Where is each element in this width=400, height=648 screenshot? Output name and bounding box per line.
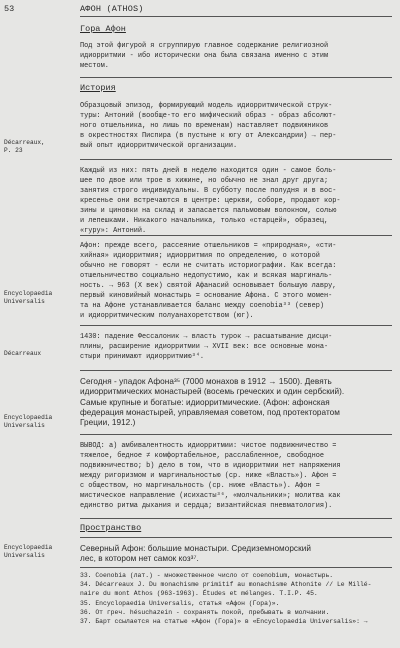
text-line: хийная» идиорритмия; идиорритмия по определению, о которой xyxy=(80,252,320,260)
section-rule xyxy=(80,77,392,78)
text-line: тяжелое, бедное ≠ комфортабельное, расслабленное, свободное xyxy=(80,452,324,460)
footnotes xyxy=(80,571,396,626)
text-line: и лепешками. Никакого начальника, только «старцей», образец, xyxy=(80,217,329,225)
text-line: отшельничество социально недопустимо, как и всякая маргиналь- xyxy=(80,272,333,280)
text-line: и идиорритмическим полуанахоретством (юг). xyxy=(80,312,254,320)
text-line: Образцовый эпизод, формирующий модель идиорритмической струк- xyxy=(80,102,333,110)
text-line: единство ритма дыхания и сердца; византийская пневматология). xyxy=(80,502,333,510)
text-line: лес, в котором нет самок коз³⁷. xyxy=(80,554,199,564)
footnote-36: 36. От греч. hésuchazein - сохранять покой, пребывать в молчании. xyxy=(80,608,330,616)
paragraph-antony xyxy=(80,101,394,151)
margin-note-encyclopaedia xyxy=(4,544,52,559)
text-line: туры: Антоний (вообще-то его мифический образ - образ абсолют- xyxy=(80,112,337,120)
footnote-33: 33. Coenobia (лат.) - множественное число от coenobium, монастырь. xyxy=(80,572,334,579)
text-line: плины, расширение идиорритмии → XVII век: все основные мона- xyxy=(80,343,329,351)
footnote-37: 37. Барт ссылается на статью «Афон (Гора)» в «Encyclopaedia Universalis»: → xyxy=(80,618,368,626)
margin-note-line: Universalis xyxy=(4,551,45,559)
text-line: ность. → 963 (X век) святой Афанасий основывает большую лавру, xyxy=(80,282,337,290)
section-heading-gora-afon: Гора Афон xyxy=(80,24,126,34)
section-heading-istoriya: История xyxy=(80,83,116,93)
paragraph-1430 xyxy=(80,332,394,362)
text-line: зины и циновки на склад и запасается пальмовым волокном, солью xyxy=(80,207,337,215)
section-rule xyxy=(80,537,392,538)
text-line: Греции, 1912.) xyxy=(80,418,136,428)
text-line: первый киновийный монастырь = основание Афона. С этого момен- xyxy=(80,292,333,300)
margin-note-line: Encyclopaedia xyxy=(4,544,53,551)
text-line: та на Афоне устанавливается баланс между coenobia³³ (север) xyxy=(80,302,324,310)
section-rule xyxy=(80,235,392,236)
section-rule xyxy=(80,434,392,435)
text-line: местом. xyxy=(80,62,109,70)
text-line: Сегодня - упадок Афона³⁵ (7000 монахов в 1912 → 1500). Девять xyxy=(80,377,332,386)
margin-note-decarreaux xyxy=(4,139,45,154)
margin-note-line: Encyclopaedia xyxy=(4,414,53,421)
header-rule xyxy=(80,16,392,17)
text-line: «гуру»: Антоний. xyxy=(80,227,147,235)
text-line: федерация монастырей, управляемая советом, под протекторатом xyxy=(80,407,340,417)
text-line: стыри принимают идиорритмию³⁴. xyxy=(80,353,205,361)
text-line: с обществом, но маргинальность (ср. ниже «Власть»). Афон = xyxy=(80,482,320,490)
margin-note-line: Décarreaux xyxy=(4,350,42,357)
paragraph-intro xyxy=(80,41,394,71)
paragraph-hermits xyxy=(80,166,394,236)
text-line: в окрестностях Писпира (в пустыне к югу от Александрии) → пер- xyxy=(80,132,337,140)
text-line: кресенье они встречаются в центре: церкви, соборе, продают кор- xyxy=(80,197,341,205)
running-header: АФОН (ATHOS) xyxy=(80,4,144,14)
text-line: 1430: падение Фессалоник → власть турок → расшатывание дисци- xyxy=(80,333,333,341)
margin-note-line: Universalis xyxy=(4,297,45,305)
margin-note-line: Encyclopaedia xyxy=(4,290,53,297)
text-line: Самые крупные и богатые: идиорритмические. (Афон: афонская xyxy=(80,397,330,407)
section-heading-prostranstvo: Пространство xyxy=(80,523,142,533)
text-line: обычно не говорят - если не считать историографии. Как всегда: xyxy=(80,262,337,270)
page-number: 53 xyxy=(4,4,15,14)
text-line: идиорритмических монастырей (восемь греческих и один сербский). xyxy=(80,387,345,397)
text-line: Под этой фигурой я сгруппирую главное содержание религиозной xyxy=(80,42,329,50)
paragraph-today xyxy=(80,377,394,428)
text-line: между ригоризмом и маргинальностью (ср. ниже «Власть»). Афон = xyxy=(80,472,337,480)
margin-note-encyclopaedia xyxy=(4,414,52,429)
text-line: подвижничество; b) дело в том, что в идиорритмии нет напряжения xyxy=(80,462,341,470)
section-rule xyxy=(80,370,392,371)
margin-note-decarreaux xyxy=(4,350,41,358)
footnote-34-cont: naire du mont Athos (963-1963). Études et mélanges. T.I.P. 45. xyxy=(80,590,318,598)
margin-note-line: P. 23 xyxy=(4,146,23,154)
footnote-34: 34. Décarreaux J. Du monachisme primitif au monachisme Athonite // Le Millé- xyxy=(80,581,372,589)
text-line: вый опыт идиорритмической организации. xyxy=(80,142,238,150)
text-line: занятия строго индивидуальны. В субботу после полудня и в вос- xyxy=(80,187,337,195)
margin-note-line: Décarreaux, xyxy=(4,139,45,146)
margin-note-line: Universalis xyxy=(4,421,45,429)
paragraph-athos xyxy=(80,241,394,321)
section-rule xyxy=(80,518,392,519)
margin-note-encyclopaedia xyxy=(4,290,52,305)
footnote-35: 35. Encyclopaedia Universalis, статья «Афон (Гора)». xyxy=(80,599,280,607)
text-line: мистическое направление (исихасты³⁶, «молчальники»; молитва как xyxy=(80,492,341,500)
text-line: идиорритмии - ибо исторически она была связана именно с этим xyxy=(80,52,329,60)
paragraph-conclusion xyxy=(80,441,394,511)
text-line: ного отшельника, но лишь по временам) наставляет подвижников xyxy=(80,122,329,130)
text-line: Каждый из них: пять дней в неделю находится один - самое боль- xyxy=(80,167,337,175)
text-line: ВЫВОД: a) амбивалентность идиорритмии: чистое подвижничество = xyxy=(80,442,337,450)
section-rule xyxy=(80,159,392,160)
text-line: шее по двое или трое в хижине, но обычно не знал друг друга; xyxy=(80,177,329,185)
paragraph-north-athos xyxy=(80,544,394,565)
text-line: Афон: прежде всего, рассеяние отшельников = «природная», «сти- xyxy=(80,242,337,250)
text-line: Северный Афон: большие монастыри. Средиземноморский xyxy=(80,544,311,553)
section-rule xyxy=(80,325,392,326)
footnote-rule xyxy=(80,567,392,568)
